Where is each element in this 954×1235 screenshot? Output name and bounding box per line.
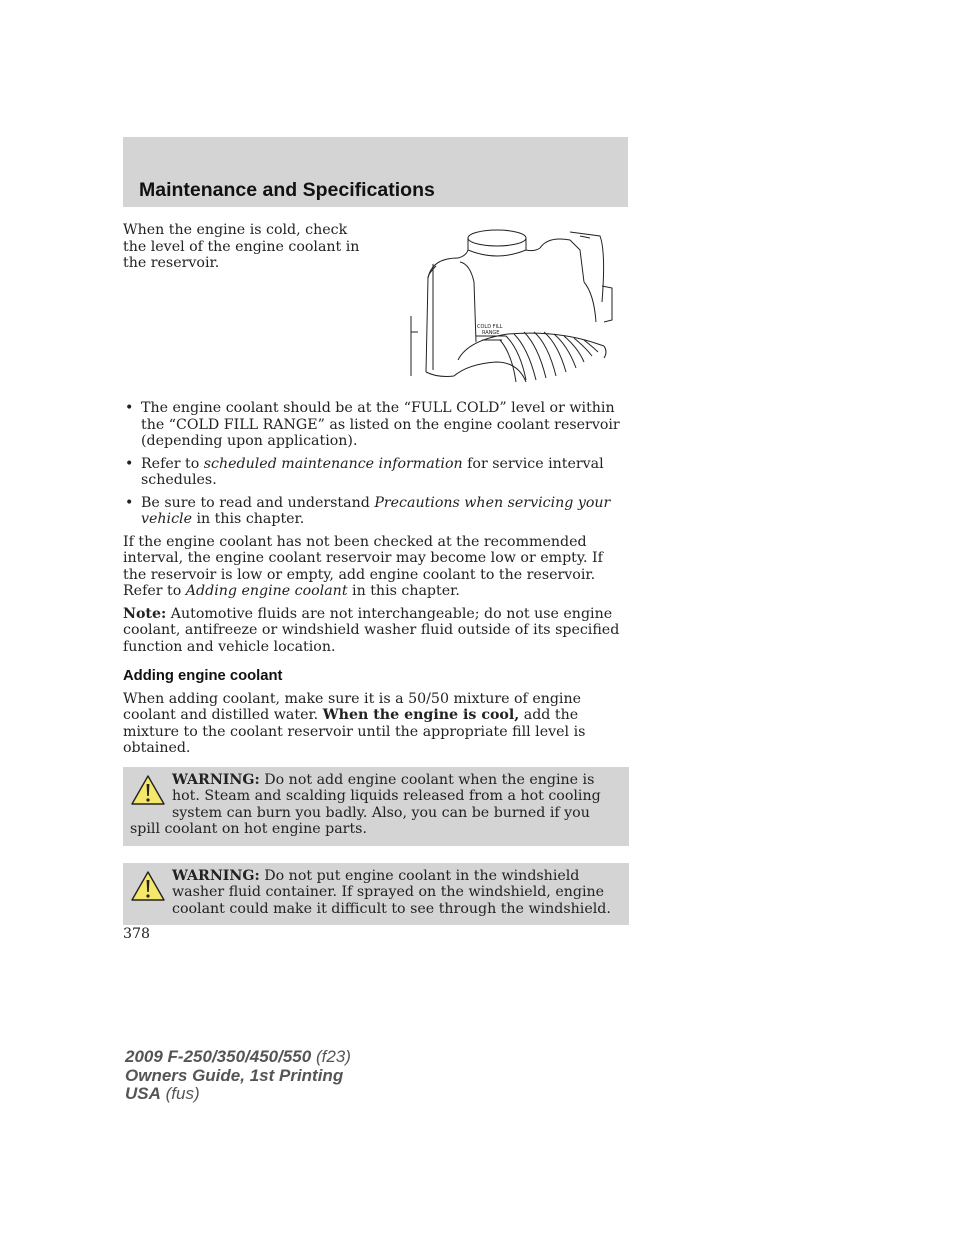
bullet-text: The engine coolant should be at the “FULL COLD” level or within the “COLD FILL RANGE” as listed on the engine coolant reservoir (depending upon application).	[141, 400, 620, 449]
cold-fill-label-line2: RANGE	[482, 330, 500, 336]
list-item	[123, 400, 629, 450]
warning-triangle-icon	[130, 870, 166, 902]
bullet-icon: •	[125, 455, 134, 472]
paragraph-reservoir-low	[123, 534, 629, 600]
intro-text: When the engine is cold, check the level of the engine coolant in the reservoir.	[123, 222, 360, 271]
warning-label: WARNING:	[172, 867, 260, 884]
warning-label: WARNING:	[172, 771, 260, 788]
warning-text: Do not put engine coolant in the windshield washer fluid container. If sprayed on the windshield, engine coolant could make it difficult to see through the windshield.	[172, 867, 611, 917]
footer-line-1	[125, 1048, 351, 1067]
footer-market-code: (fus)	[160, 1084, 200, 1103]
paragraph-text-post: add the mixture to the coolant reservoir until the appropriate fill level is obtained.	[123, 707, 586, 756]
page-number: 378	[123, 926, 151, 942]
bullet-reference: Precautions when servicing your vehicle	[141, 494, 611, 527]
list-item	[123, 495, 629, 528]
footer-model: 2009 F-250/350/450/550	[125, 1047, 312, 1066]
footer-line-2	[125, 1067, 351, 1086]
section-header	[123, 137, 628, 207]
subheading-adding-coolant: Adding engine coolant	[123, 668, 283, 684]
warning-text: Do not add engine coolant when the engine is hot. Steam and scalding liquids released from a hot cooling system can burn you badly. Also, you can be burned if you spill coolant on hot engine parts.	[130, 771, 601, 837]
coolant-reservoir-drawing	[408, 222, 614, 384]
footer-line-3	[125, 1085, 351, 1104]
paragraph-text-pre: When adding coolant, make sure it is a 50/50 mixture of engine coolant and distilled water.	[123, 690, 582, 723]
document-footer	[125, 1048, 351, 1104]
section-title: Maintenance and Specifications	[139, 179, 435, 201]
coolant-reservoir-illustration	[408, 222, 614, 384]
footer-model-code: (f23)	[311, 1047, 351, 1066]
list-item	[123, 456, 629, 489]
note-text: Automotive fluids are not interchangeable; do not use engine coolant, antifreeze or windshield washer fluid outside of its specified function and vehicle location.	[123, 605, 620, 655]
paragraph-text-post: in this chapter.	[347, 583, 460, 599]
paragraph-reference: Adding engine coolant	[185, 583, 348, 599]
note-paragraph	[123, 606, 629, 656]
warning-box	[123, 767, 629, 846]
bullet-reference: scheduled maintenance information	[203, 455, 463, 472]
footer-edition: Owners Guide, 1st Printing	[125, 1065, 344, 1085]
footer-market: USA	[125, 1084, 161, 1103]
bullet-icon: •	[125, 494, 134, 511]
paragraph-adding-coolant	[123, 691, 629, 757]
bullet-text-post: for service interval schedules.	[141, 455, 604, 488]
note-label: Note:	[123, 605, 167, 622]
warning-box	[123, 863, 629, 926]
main-content	[123, 400, 629, 925]
bullet-text-post: in this chapter.	[191, 511, 305, 527]
paragraph-emphasis: When the engine is cool,	[322, 707, 520, 723]
warning-triangle-icon	[130, 774, 166, 806]
bullet-text-pre: Be sure to read and understand	[141, 494, 375, 511]
bullet-list	[123, 400, 629, 528]
bullet-text-pre: Refer to	[141, 455, 204, 472]
cold-fill-label-line1: COLD FILL	[477, 324, 503, 330]
bullet-icon: •	[125, 400, 134, 416]
paragraph-text-pre: If the engine coolant has not been checked at the recommended interval, the engine coolant reservoir may become low or empty. If the reservoir is low or empty, add engine coolant to the reservoir. Refer to	[123, 533, 603, 599]
